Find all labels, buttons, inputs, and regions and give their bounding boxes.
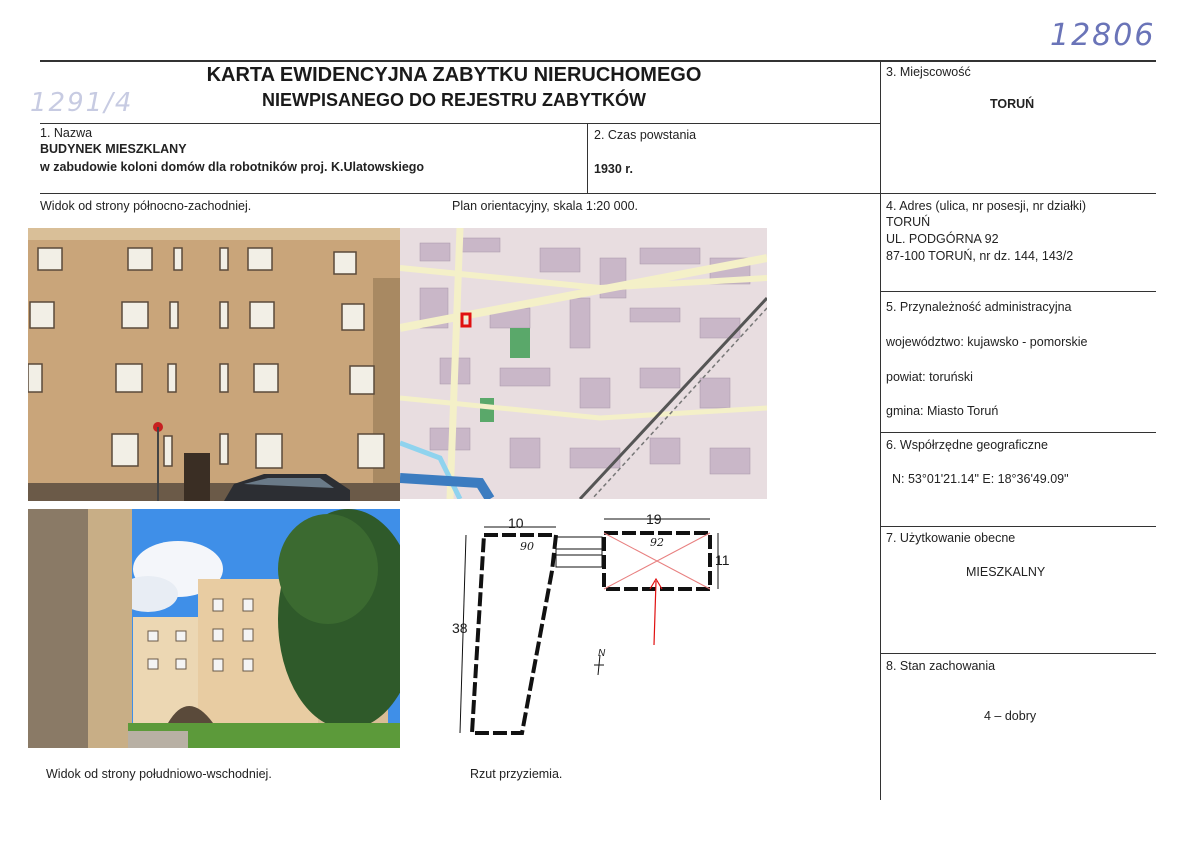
plan-number-left: 90 [520, 540, 534, 553]
admin-label: 5. Przynależność administracyjna [886, 300, 1072, 314]
plan-number-right: 92 [650, 536, 664, 549]
plan-dim-left: 38 [452, 620, 468, 636]
name-bottom-border [40, 193, 1156, 194]
town-value: TORUŃ [990, 97, 1035, 111]
coords-bottom-border [880, 526, 1156, 527]
top-border [40, 60, 1156, 62]
map-caption: Plan orientacyjny, skala 1:20 000. [452, 199, 638, 213]
coords-value: N: 53°01'21.14" E: 18°36'49.09" [892, 472, 1069, 486]
title-bottom-border [40, 123, 880, 124]
photo-se-caption: Widok od strony południowo-wschodniej. [46, 767, 272, 781]
floor-plan-caption: Rzut przyziemia. [470, 767, 563, 781]
photo-southeast-courtyard [28, 509, 400, 748]
use-bottom-border [880, 653, 1156, 654]
state-value: 4 – dobry [984, 709, 1037, 723]
plan-dim-top-right: 19 [646, 511, 662, 527]
address-postal: 87-100 TORUŃ, nr dz. 144, 143/2 [886, 249, 1074, 263]
county-value: powiat: toruński [886, 370, 973, 384]
town-label: 3. Miejscowość [886, 65, 971, 79]
plan-dim-top-left: 10 [508, 515, 524, 531]
state-label: 8. Stan zachowania [886, 659, 996, 673]
address-street: UL. PODGÓRNA 92 [886, 232, 999, 246]
document-subtitle: NIEWPISANEGO DO REJESTRU ZABYTKÓW [261, 90, 647, 110]
photo-nw-caption: Widok od strony północno-zachodniej. [40, 199, 252, 213]
address-bottom-border [880, 291, 1156, 292]
photo-northwest-facade [28, 228, 400, 501]
admin-bottom-border [880, 432, 1156, 433]
handwritten-reference: 1291/4 [30, 88, 134, 118]
use-label: 7. Użytkowanie obecne [886, 531, 1016, 545]
north-arrow-label: N [598, 648, 606, 659]
date-value: 1930 r. [594, 162, 633, 176]
coords-label: 6. Współrzędne geograficzne [886, 438, 1048, 452]
orientation-map [400, 228, 767, 499]
right-column-divider [880, 60, 881, 800]
voivodeship-value: województwo: kujawsko - pomorskie [886, 335, 1088, 349]
date-divider [587, 124, 588, 193]
date-label: 2. Czas powstania [594, 128, 697, 142]
handwritten-number: 12806 [1050, 18, 1156, 53]
use-value: MIESZKALNY [966, 565, 1046, 579]
document-title: KARTA EWIDENCYJNA ZABYTKU NIERUCHOMEGO [206, 64, 702, 86]
commune-value: gmina: Miasto Toruń [886, 404, 999, 418]
address-label: 4. Adres (ulica, nr posesji, nr działki) [886, 199, 1087, 213]
name-label: 1. Nazwa [40, 126, 93, 140]
floor-plan [440, 505, 740, 755]
plan-dim-right: 11 [715, 552, 730, 568]
address-city: TORUŃ [886, 215, 931, 229]
name-value-detail: w zabudowie koloni domów dla robotników proj. K.Ulatowskiego [40, 160, 425, 174]
name-value: BUDYNEK MIESZKLANY [40, 142, 187, 156]
